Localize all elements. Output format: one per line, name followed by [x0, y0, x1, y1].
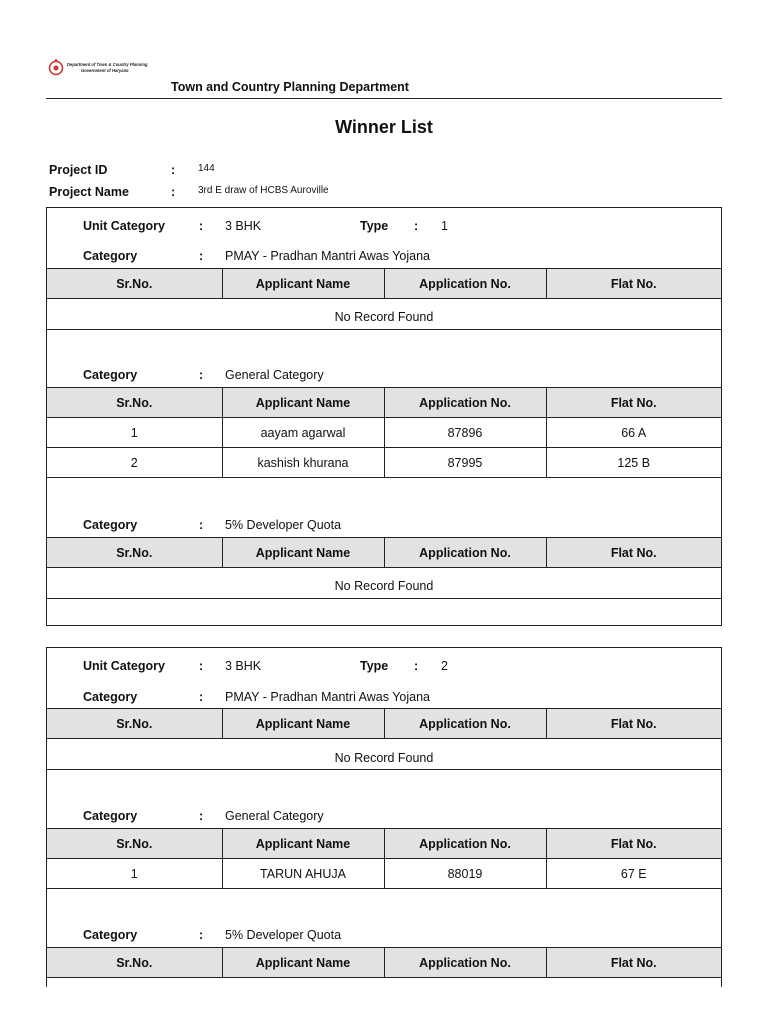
table-row	[47, 448, 721, 478]
table-row	[47, 418, 721, 448]
unit-category-value: 3 BHK	[225, 219, 262, 233]
cell-applicant-name: kashish khurana	[222, 448, 384, 478]
cell-application-no: 87896	[384, 418, 546, 448]
unit-section	[46, 207, 722, 626]
no-record-message: No Record Found	[334, 751, 434, 765]
project-name-label: Project Name	[49, 185, 129, 199]
no-record-message: No Record Found	[334, 579, 434, 593]
cell-application-no: 88019	[384, 859, 546, 889]
type-label: Type	[360, 659, 389, 673]
colon: :	[199, 928, 204, 942]
logo-line-1: Department of Town & Country Planning	[67, 62, 148, 67]
col-flat-no: Flat No.	[546, 388, 721, 418]
col-flat-no: Flat No.	[546, 709, 721, 739]
project-name-colon: :	[171, 185, 176, 199]
category-value: General Category	[225, 368, 324, 382]
col-application-no: Application No.	[384, 269, 546, 299]
cell-applicant-name: TARUN AHUJA	[222, 859, 384, 889]
col-srno: Sr.No.	[47, 709, 222, 739]
haryana-emblem-icon	[48, 58, 64, 76]
table-header-row	[47, 388, 721, 418]
colon: :	[199, 368, 204, 382]
category-value: General Category	[225, 809, 324, 823]
col-flat-no: Flat No.	[546, 829, 721, 859]
cell-applicant-name: aayam agarwal	[222, 418, 384, 448]
winner-table	[47, 708, 721, 739]
cell-srno: 1	[47, 859, 222, 889]
category-label: Category	[83, 518, 138, 532]
category-label: Category	[83, 249, 138, 263]
winner-table	[47, 268, 721, 299]
col-application-no: Application No.	[384, 538, 546, 568]
logo-text	[67, 62, 148, 73]
col-applicant-name: Applicant Name	[222, 388, 384, 418]
department-name: Town and Country Planning Department	[171, 80, 409, 94]
col-application-no: Application No.	[384, 709, 546, 739]
category-label: Category	[83, 690, 138, 704]
col-application-no: Application No.	[384, 948, 546, 978]
col-srno: Sr.No.	[47, 829, 222, 859]
col-application-no: Application No.	[384, 829, 546, 859]
category-label: Category	[83, 928, 138, 942]
col-applicant-name: Applicant Name	[222, 709, 384, 739]
logo-line-2: Government of Haryana	[81, 67, 129, 73]
unit-section	[46, 647, 722, 987]
table-header-row	[47, 538, 721, 568]
colon: :	[199, 518, 204, 532]
row-divider	[47, 329, 721, 330]
category-value: PMAY - Pradhan Mantri Awas Yojana	[225, 249, 430, 263]
project-name-value: 3rd E draw of HCBS Auroville	[198, 185, 329, 196]
col-flat-no: Flat No.	[546, 948, 721, 978]
winner-table	[47, 828, 721, 889]
cell-flat-no: 66 A	[546, 418, 721, 448]
row-divider	[47, 769, 721, 770]
cell-application-no: 87995	[384, 448, 546, 478]
colon: :	[199, 659, 204, 673]
colon: :	[199, 219, 204, 233]
table-row	[47, 859, 721, 889]
winner-table	[47, 947, 721, 978]
winner-table	[47, 537, 721, 568]
table-header-row	[47, 829, 721, 859]
unit-category-value: 3 BHK	[225, 659, 262, 673]
colon: :	[199, 249, 204, 263]
table-header-row	[47, 709, 721, 739]
col-flat-no: Flat No.	[546, 538, 721, 568]
project-id-colon: :	[171, 163, 176, 177]
col-applicant-name: Applicant Name	[222, 829, 384, 859]
header-divider	[46, 98, 722, 99]
type-value: 2	[441, 659, 448, 673]
type-label: Type	[360, 219, 389, 233]
no-record-message: No Record Found	[334, 310, 434, 324]
col-srno: Sr.No.	[47, 388, 222, 418]
colon: :	[414, 219, 419, 233]
cell-srno: 1	[47, 418, 222, 448]
col-applicant-name: Applicant Name	[222, 269, 384, 299]
category-label: Category	[83, 809, 138, 823]
col-flat-no: Flat No.	[546, 269, 721, 299]
cell-flat-no: 125 B	[546, 448, 721, 478]
table-header-row	[47, 269, 721, 299]
row-divider	[47, 598, 721, 599]
category-value: 5% Developer Quota	[225, 518, 342, 532]
col-srno: Sr.No.	[47, 269, 222, 299]
col-application-no: Application No.	[384, 388, 546, 418]
colon: :	[199, 809, 204, 823]
category-value: PMAY - Pradhan Mantri Awas Yojana	[225, 690, 430, 704]
col-applicant-name: Applicant Name	[222, 538, 384, 568]
colon: :	[199, 690, 204, 704]
cell-srno: 2	[47, 448, 222, 478]
winner-table	[47, 387, 721, 478]
project-id-label: Project ID	[49, 163, 108, 177]
col-srno: Sr.No.	[47, 538, 222, 568]
col-applicant-name: Applicant Name	[222, 948, 384, 978]
unit-category-label: Unit Category	[83, 219, 165, 233]
category-label: Category	[83, 368, 138, 382]
project-id-value: 144	[198, 163, 215, 174]
col-srno: Sr.No.	[47, 948, 222, 978]
table-header-row	[47, 948, 721, 978]
colon: :	[414, 659, 419, 673]
type-value: 1	[441, 219, 448, 233]
page-title: Winner List	[335, 117, 433, 137]
unit-category-label: Unit Category	[83, 659, 165, 673]
category-value: 5% Developer Quota	[225, 928, 342, 942]
cell-flat-no: 67 E	[546, 859, 721, 889]
